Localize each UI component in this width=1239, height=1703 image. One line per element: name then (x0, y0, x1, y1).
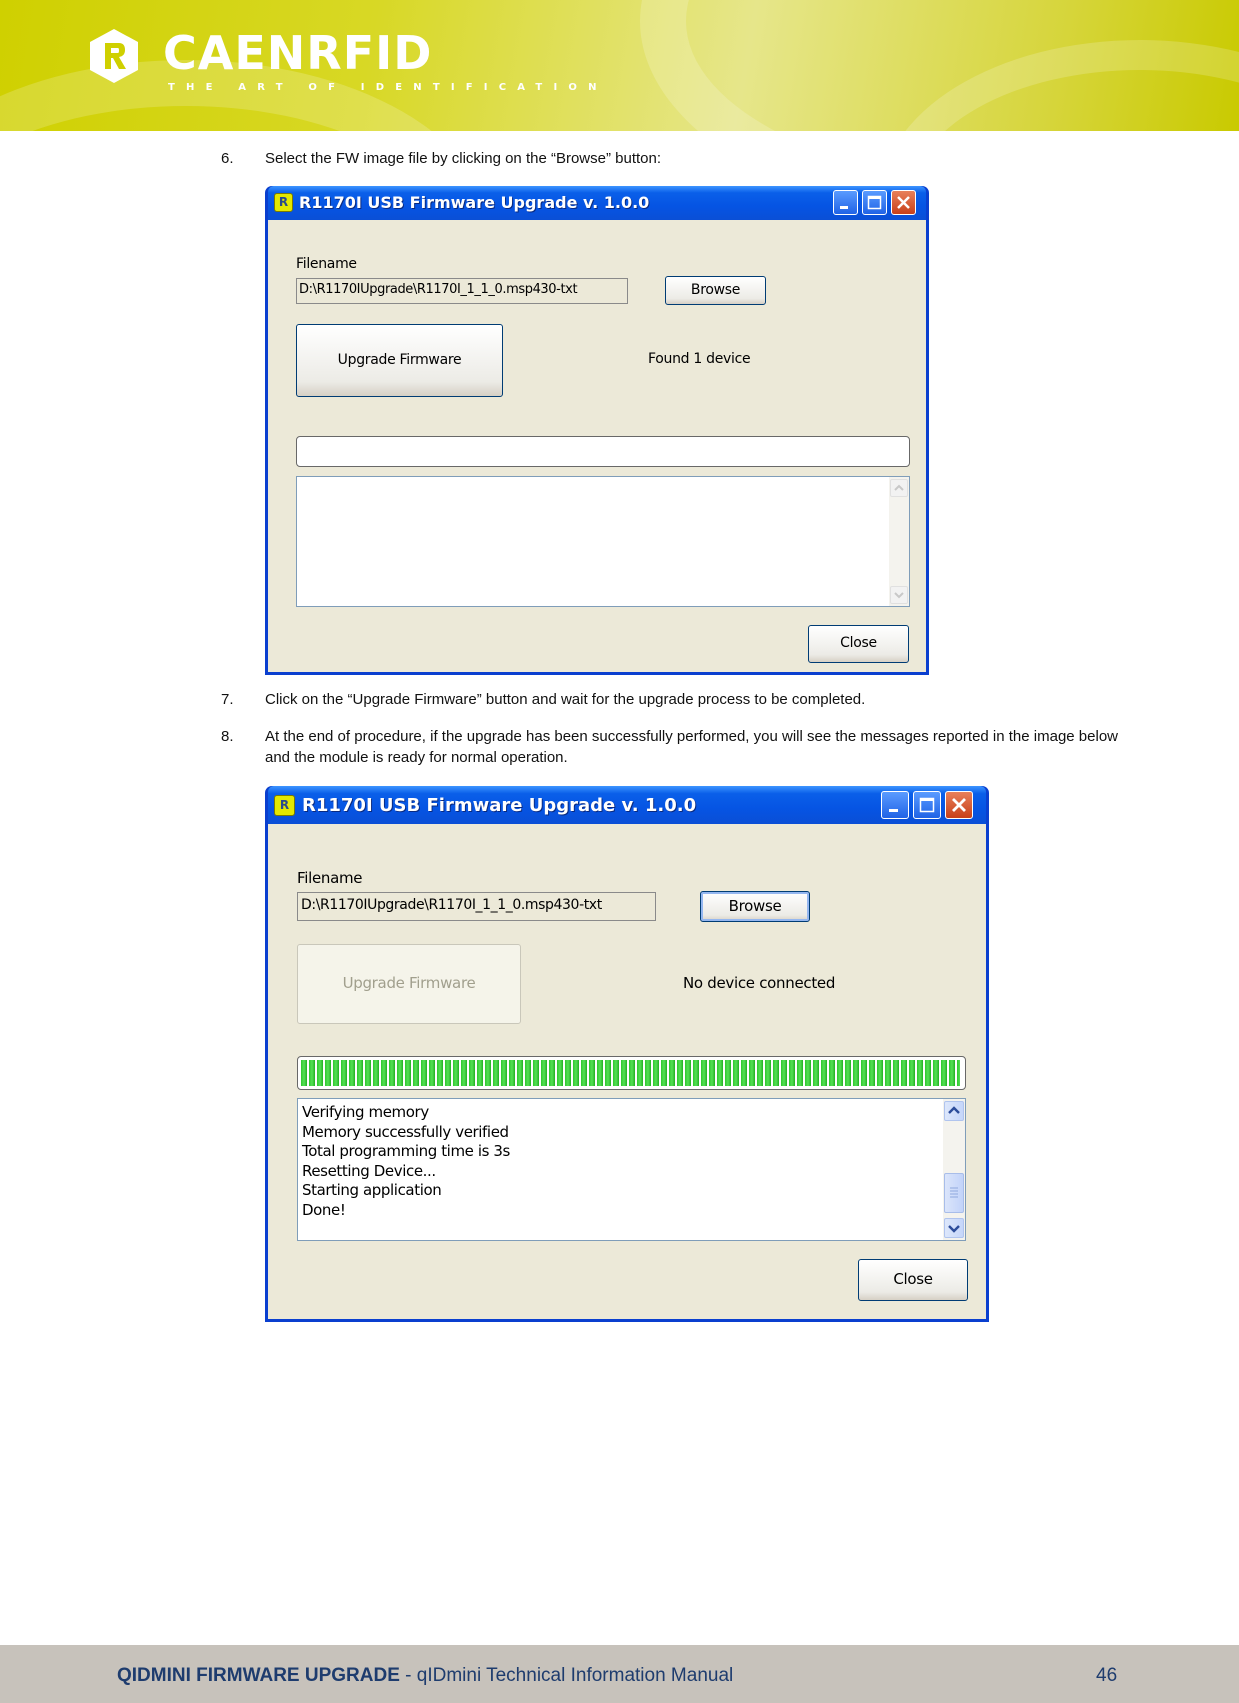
filename-label: Filename (296, 256, 357, 272)
minimize-button[interactable] (833, 190, 858, 215)
step-text: Select the FW image file by clicking on the “Browse” button: (265, 150, 662, 167)
window-client-area (268, 220, 926, 672)
minimize-button[interactable] (881, 791, 909, 819)
page-footer (0, 1645, 1239, 1703)
browse-button[interactable]: Browse (700, 891, 810, 922)
log-scrollbar[interactable] (943, 1099, 965, 1240)
app-icon: R (274, 795, 295, 816)
step-text: At the end of procedure, if the upgrade has been successfully performed, you will see the messages reported in the image below and the module is ready for normal operation. (265, 728, 1118, 766)
scroll-down-button[interactable] (890, 586, 908, 604)
step-text: Click on the “Upgrade Firmware” button and wait for the upgrade process to be completed. (265, 691, 866, 708)
log-output-box[interactable] (297, 1098, 966, 1241)
filename-field[interactable]: D:\R1170IUpgrade\R1170I_1_1_0.msp430-txt (296, 278, 628, 304)
close-icon (892, 191, 915, 214)
close-button[interactable]: Close (808, 625, 909, 663)
logo-wordmark: CAENRFID (163, 26, 433, 80)
log-line: Memory successfully verified (302, 1122, 509, 1141)
maximize-button[interactable] (862, 190, 887, 215)
footer-title (117, 1665, 733, 1687)
device-status-text: Found 1 device (648, 351, 751, 367)
device-status-text: No device connected (683, 974, 836, 992)
minimize-icon (834, 191, 857, 214)
progress-fill (301, 1060, 960, 1086)
app-icon: R (274, 193, 293, 212)
grip-icon (945, 1174, 963, 1212)
upgrade-firmware-button[interactable]: Upgrade Firmware (296, 324, 503, 397)
log-scrollbar[interactable] (889, 477, 909, 606)
close-window-button[interactable] (945, 791, 973, 819)
page-number: 46 (1096, 1665, 1118, 1686)
close-window-button[interactable] (891, 190, 916, 215)
chevron-down-icon (891, 587, 907, 603)
window-title-bar[interactable] (268, 186, 926, 220)
log-line: Done! (302, 1200, 346, 1219)
step-number: 7. (221, 691, 234, 708)
window-client-area (268, 824, 986, 1319)
maximize-icon (863, 191, 886, 214)
firmware-upgrade-window-complete (265, 786, 989, 1322)
log-output-box[interactable] (296, 476, 910, 607)
upgrade-firmware-button: Upgrade Firmware (297, 944, 521, 1024)
log-line: Verifying memory (302, 1103, 429, 1121)
step-number: 6. (221, 150, 234, 167)
upgrade-progress-bar (296, 436, 910, 467)
log-lines (302, 1103, 510, 1220)
step-number: 8. (221, 728, 234, 745)
chevron-up-icon (945, 1102, 963, 1120)
logo-tagline: THE ART OF IDENTIFICATION (168, 82, 608, 93)
scroll-up-button[interactable] (944, 1101, 964, 1121)
upgrade-progress-bar (297, 1056, 966, 1090)
close-icon (946, 792, 972, 818)
caenrfid-logo-icon (88, 28, 140, 84)
footer-section: QIDMINI FIRMWARE UPGRADE (117, 1665, 400, 1686)
window-title: R1170I USB Firmware Upgrade v. 1.0.0 (302, 795, 697, 816)
filename-field[interactable]: D:\R1170IUpgrade\R1170I_1_1_0.msp430-txt (297, 892, 656, 921)
log-line: Resetting Device... (302, 1161, 436, 1180)
browse-button[interactable]: Browse (665, 276, 766, 305)
chevron-up-icon (891, 480, 907, 496)
filename-label: Filename (297, 869, 363, 887)
firmware-upgrade-window (265, 186, 929, 675)
log-line: Total programming time is 3s (302, 1142, 510, 1160)
header-banner (0, 0, 1239, 131)
chevron-down-icon (945, 1219, 963, 1237)
maximize-button[interactable] (913, 791, 941, 819)
log-line: Starting application (302, 1181, 442, 1199)
scroll-up-button[interactable] (890, 479, 908, 497)
scroll-down-button[interactable] (944, 1218, 964, 1238)
minimize-icon (882, 792, 908, 818)
window-title-bar[interactable] (268, 786, 986, 824)
maximize-icon (914, 792, 940, 818)
footer-manual-name: qIDmini Technical Information Manual (416, 1665, 734, 1686)
scrollbar-thumb[interactable] (944, 1173, 964, 1213)
footer-separator: - (399, 1665, 417, 1686)
window-title: R1170I USB Firmware Upgrade v. 1.0.0 (299, 193, 650, 212)
close-button[interactable]: Close (858, 1259, 968, 1301)
